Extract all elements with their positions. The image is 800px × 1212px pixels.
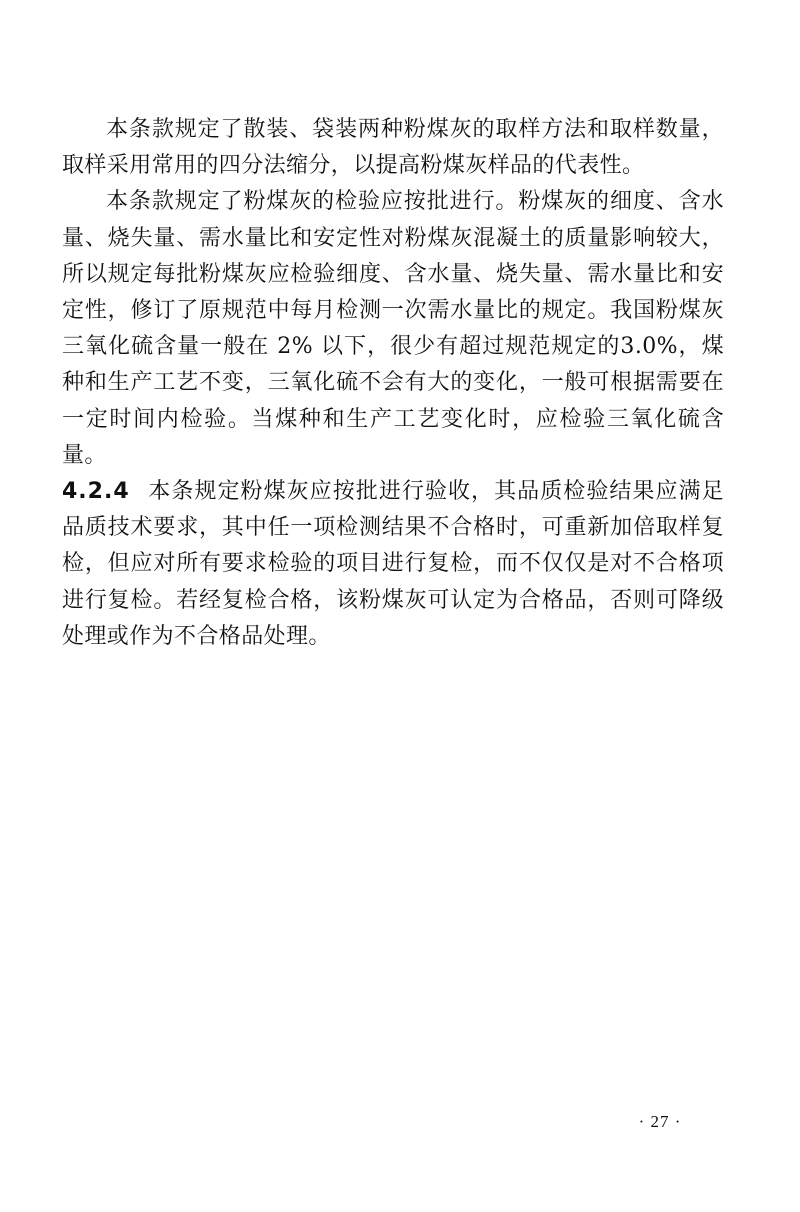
clause-number: 4.2.4: [62, 479, 130, 505]
paragraph-clause-4-2-4: [62, 474, 724, 655]
paragraph-batch-inspection: 本条款规定了粉煤灰的检验应按批进行。粉煤灰的细度、含水量、烧失量、需水量比和安定性对粉煤灰混凝土的质量影响较大，所以规定每批粉煤灰应检验细度、含水量、烧失量、需水量比和安定性，修订了原规范中每月检测一次需水量比的规定。我国粉煤灰三氧化硫含量一般在 2% 以下，很少有超过规范规定的3.0%，煤种和生产工艺不变，三氧化硫不会有大的变化，一般可根据需要在一定时间内检验。当煤种和生产工艺变化时，应检验三氧化硫含量。: [62, 189, 724, 468]
page-number: · 27 ·: [638, 1112, 682, 1131]
body-text: [62, 112, 724, 655]
clause-text: 本条规定粉煤灰应按批进行验收，其品质检验结果应满足品质技术要求，其中任一项检测结果不合格时，可重新加倍取样复检，但应对所有要求检验的项目进行复检，而不仅仅是对不合格项进行复检。若经复检合格，该粉煤灰可认定为合格品，否则可降级处理或作为不合格品处理。: [62, 479, 724, 649]
paragraph-sampling: 本条款规定了散装、袋装两种粉煤灰的取样方法和取样数量，取样采用常用的四分法缩分，以提高粉煤灰样品的代表性。: [62, 117, 724, 179]
